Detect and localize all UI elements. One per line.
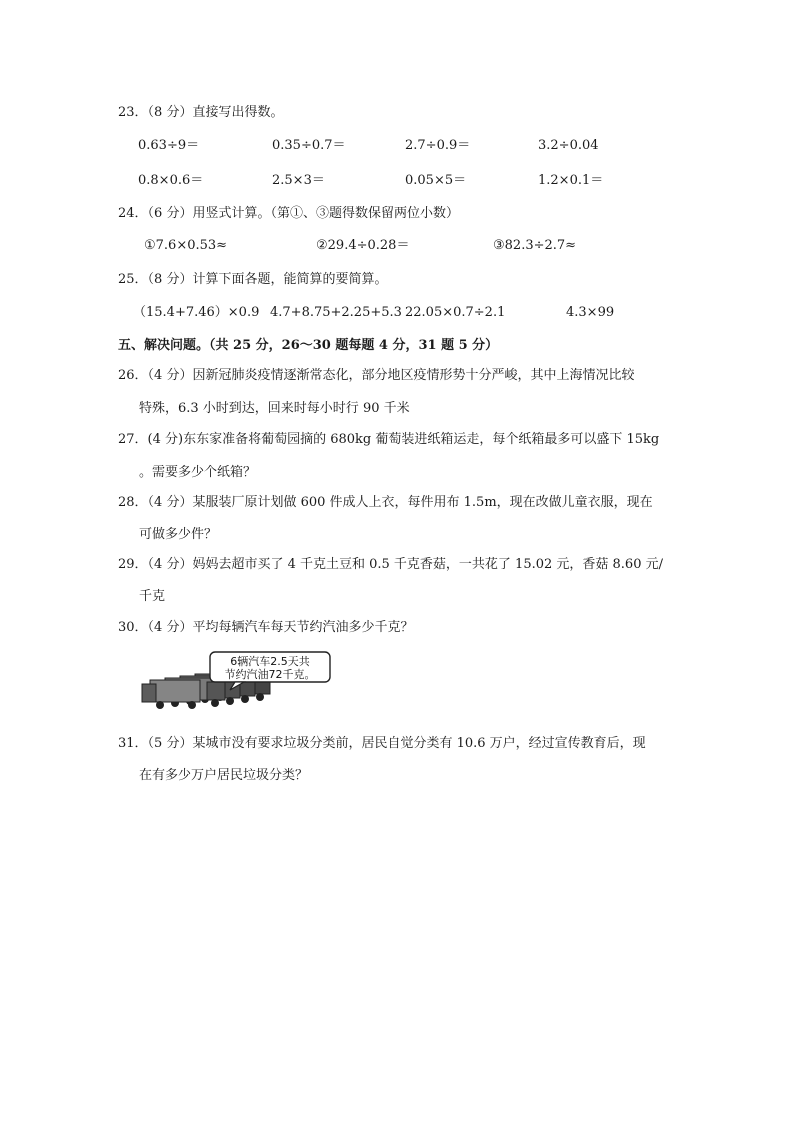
- q27-line-2: 。需要多少个纸箱？: [139, 465, 257, 480]
- q29-line-1: 29．（4 分）妈妈去超市买了 4 千克土豆和 0.5 千克香菇，一共花了 15.02 元，香菇 8.60 元/: [118, 557, 663, 572]
- q31-line-2: 在有多少万户居民垃圾分类？: [139, 768, 309, 783]
- truck-icon: [142, 680, 200, 709]
- q25-item-2: 4.7+8.75+2.25+5.3: [270, 305, 402, 320]
- bubble-text-line-1: 6辆汽车2.5天共: [230, 655, 310, 668]
- q28-line-1: 28．（4 分）某服装厂原计划做 600 件成人上衣，每件用布 1.5m，现在改做儿童衣服，现在: [118, 495, 653, 510]
- q23-r2-c3: 0.05×5＝: [405, 173, 467, 188]
- q25-item-1: （15.4+7.46）×0.9: [133, 305, 260, 320]
- section-5-heading: 五、解决问题。（共 25 分，26～30 题每题 4 分，31 题 5 分）: [118, 338, 499, 353]
- q25-heading: 25．（8 分）计算下面各题，能简算的要简算。: [118, 272, 388, 287]
- q27-line-1: 27．(4 分)东东家准备将葡萄园摘的 680kg 葡萄装进纸箱运走，每个纸箱最多可以盛下 15kg: [118, 432, 660, 447]
- q25-item-4: 4.3×99: [566, 305, 615, 320]
- q23-r1-c3: 2.7÷0.9＝: [405, 138, 471, 153]
- q26-line-2: 特殊，6.3 小时到达，回来时每小时行 90 千米: [139, 401, 410, 416]
- trucks-illustration: [140, 650, 340, 712]
- q23-r1-c2: 0.35÷0.7＝: [272, 138, 346, 153]
- q24-item-3: ③82.3÷2.7≈: [493, 238, 577, 253]
- q29-line-2: 千克: [139, 589, 166, 604]
- q23-r2-c4: 1.2×0.1＝: [538, 173, 604, 188]
- q30-line-1: 30．（4 分）平均每辆汽车每天节约汽油多少千克？: [118, 620, 414, 635]
- q23-r2-c1: 0.8×0.6＝: [138, 173, 204, 188]
- q25-item-3: 22.05×0.7÷2.1: [405, 305, 506, 320]
- q23-heading: 23．（8 分）直接写出得数。: [118, 105, 284, 120]
- q24-heading: 24．（6 分）用竖式计算。（第①、③题得数保留两位小数）: [118, 206, 459, 221]
- q26-line-1: 26．（4 分）因新冠肺炎疫情逐渐常态化，部分地区疫情形势十分严峻，其中上海情况比较: [118, 368, 635, 383]
- q23-r1-c1: 0.63÷9＝: [138, 138, 200, 153]
- q24-item-2: ②29.4÷0.28＝: [316, 238, 410, 253]
- q24-item-1: ①7.6×0.53≈: [144, 238, 228, 253]
- q31-line-1: 31．（5 分）某城市没有要求垃圾分类前，居民自觉分类有 10.6 万户，经过宣传教育后，现: [118, 736, 646, 751]
- bubble-text-line-2: 节约汽油72千克。: [224, 668, 316, 681]
- q28-line-2: 可做多少件？: [139, 527, 218, 542]
- q23-r1-c4: 3.2÷0.04: [538, 138, 599, 153]
- q23-r2-c2: 2.5×3＝: [272, 173, 325, 188]
